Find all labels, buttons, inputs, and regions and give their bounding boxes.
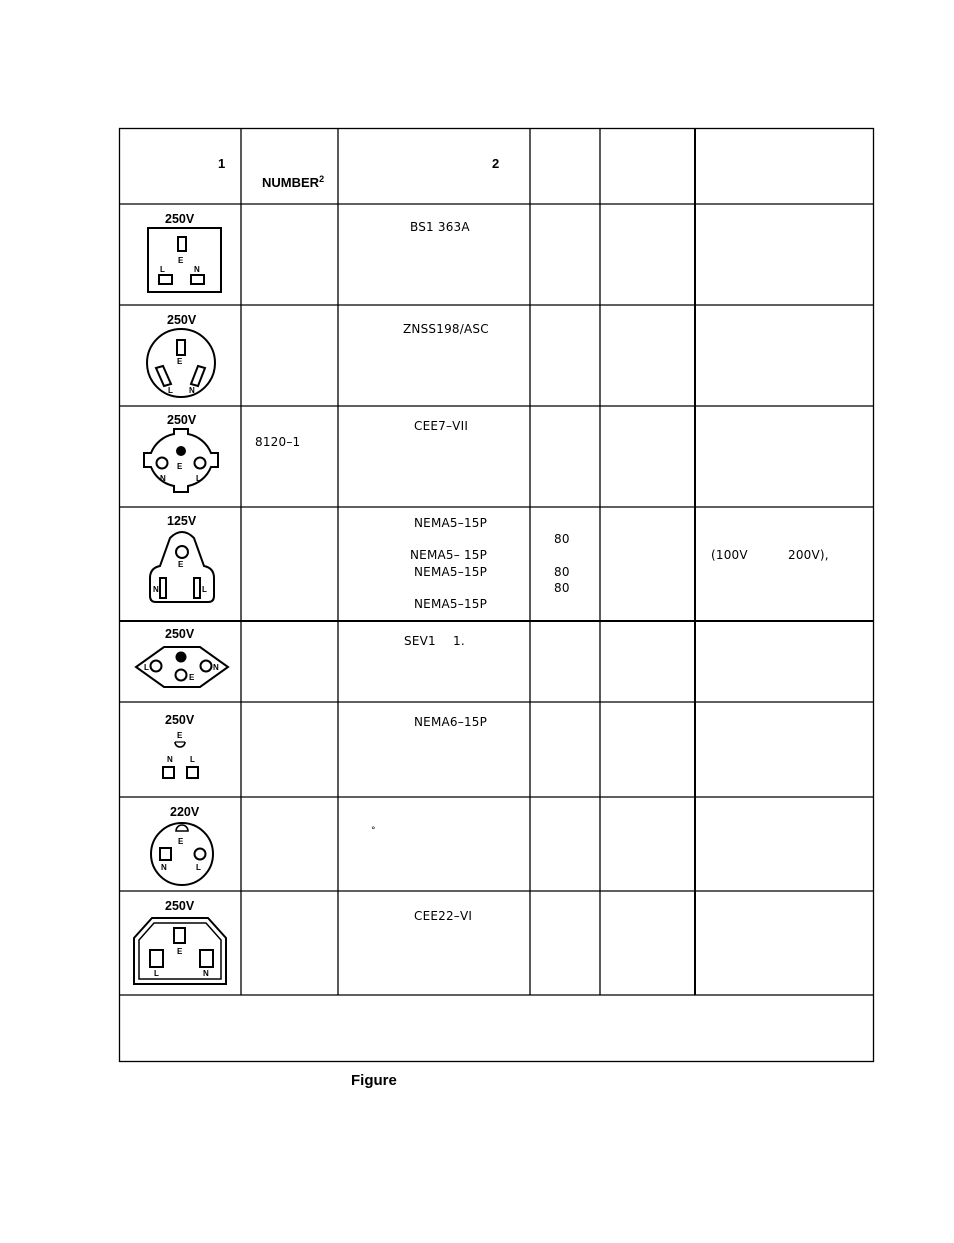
row-3-part-number: 8120–1 [255, 435, 301, 449]
row-4-plug-description-1: NEMA5–15P [414, 516, 488, 530]
plug-neutral-label: N [167, 755, 173, 764]
plug-neutral-label: N [161, 863, 167, 872]
row-8-plug-description: CEE22–VI [414, 909, 473, 923]
row-8-voltage: 250V [165, 899, 195, 913]
plug-earth-label: E [178, 837, 184, 846]
row-4-note-1: (100V [711, 548, 748, 562]
plug-znss198-icon [142, 326, 220, 400]
plug-description-header-footnote: 2 [492, 156, 500, 171]
plug-type-header-footnote: 1 [218, 156, 226, 171]
plug-cee7-vii-icon [138, 427, 224, 499]
row-4-plug-description-4: NEMA5–15P [414, 597, 488, 611]
row-1-voltage: 250V [165, 212, 195, 226]
plug-line-label: L [196, 474, 201, 483]
part-number-header-footnote: 2 [319, 174, 325, 184]
part-number-header [262, 176, 324, 189]
plug-line-label: L [168, 386, 173, 395]
plug-220v-icon [148, 817, 216, 889]
plug-neutral-label: N [213, 663, 219, 672]
plug-line-label: L [190, 755, 195, 764]
row-7-plug-description: ° [371, 826, 376, 836]
row-5-plug-description-2: 1. [453, 634, 465, 648]
plug-line-label: L [144, 663, 149, 672]
row-4-voltage: 125V [167, 514, 197, 528]
plug-neutral-label: N [153, 585, 159, 594]
plug-line-label: L [160, 265, 165, 274]
row-4-note-2: 200V), [788, 548, 829, 562]
row-4-plug-description-3: NEMA5–15P [414, 565, 488, 579]
plug-line-label: L [196, 863, 201, 872]
row-4-col4-3: 80 [554, 581, 570, 595]
plug-sev1011-icon [134, 644, 230, 690]
plug-cee22-vi-icon [130, 914, 230, 988]
row-5-voltage: 250V [165, 627, 195, 641]
plug-neutral-label: N [194, 265, 200, 274]
row-4-plug-description-2: NEMA5– 15P [410, 548, 488, 562]
row-2-voltage: 250V [167, 313, 197, 327]
row-5-plug-description-1: SEV1 [404, 634, 436, 648]
row-6-voltage: 250V [165, 713, 195, 727]
plug-neutral-label: N [189, 386, 195, 395]
figure-caption: Figure [351, 1072, 397, 1089]
plug-neutral-label: N [203, 969, 209, 978]
plug-bs1363a-icon [140, 226, 230, 296]
plug-earth-label: E [189, 673, 195, 682]
plug-nema6-15p-icon [154, 728, 210, 782]
plug-line-label: L [154, 969, 159, 978]
plug-earth-label: E [177, 357, 183, 366]
row-2-plug-description: ZNSS198/ASC [403, 322, 489, 336]
plug-nema5-15p-icon [144, 530, 222, 606]
part-number-header-label: NUMBER [262, 175, 320, 190]
plug-neutral-label: N [160, 474, 166, 483]
row-3-plug-description: CEE7–VII [414, 419, 469, 433]
plug-line-label: L [202, 585, 207, 594]
plug-earth-label: E [177, 462, 183, 471]
row-1-plug-description: BS1 363A [410, 220, 470, 234]
row-7-voltage: 220V [170, 805, 200, 819]
row-3-voltage: 250V [167, 413, 197, 427]
plug-earth-label: E [178, 560, 184, 569]
plug-earth-label: E [177, 947, 183, 956]
row-6-plug-description: NEMA6–15P [414, 715, 488, 729]
plug-earth-label: E [177, 731, 183, 740]
row-4-col4-2: 80 [554, 565, 570, 579]
row-4-col4-1: 80 [554, 532, 570, 546]
plug-earth-label: E [178, 256, 184, 265]
